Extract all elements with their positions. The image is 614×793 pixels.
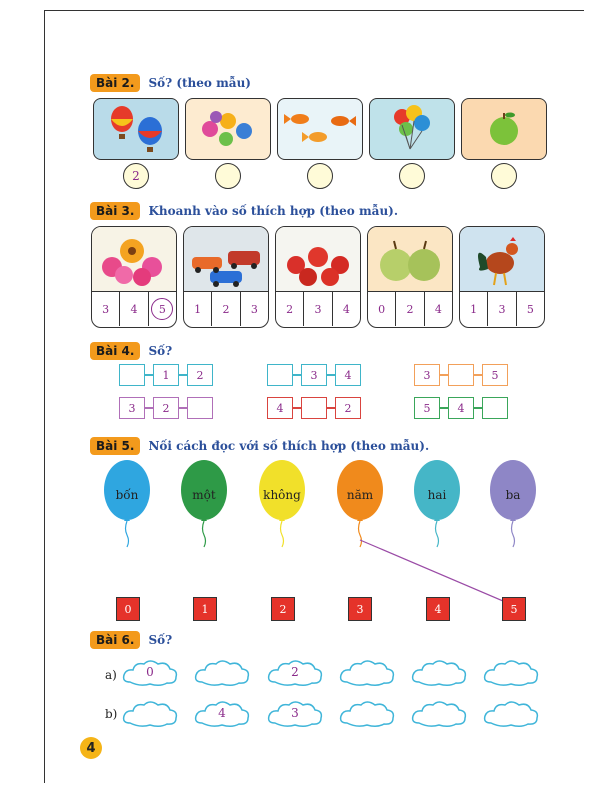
balloon-string	[436, 521, 439, 547]
cloud-icon	[481, 697, 541, 731]
balloon-string	[126, 521, 129, 547]
balloon-string	[203, 521, 206, 547]
number-square[interactable]: 2	[271, 597, 295, 621]
number-option[interactable]: 1	[460, 292, 488, 326]
cloud-box[interactable]	[192, 656, 252, 690]
balloon-label[interactable]: bốn	[115, 488, 139, 502]
cloud-icon	[192, 656, 252, 690]
number-square[interactable]: 5	[502, 597, 526, 621]
balloon-string	[512, 521, 515, 547]
cloud-box[interactable]	[337, 656, 397, 690]
row-a-label: a)	[105, 668, 117, 682]
connection-line	[360, 540, 510, 604]
cloud-box[interactable]	[120, 656, 180, 690]
cloud-value: 4	[218, 706, 226, 720]
cloud-box[interactable]	[409, 656, 469, 690]
cloud-box[interactable]	[481, 656, 541, 690]
number-option[interactable]: 3	[304, 292, 332, 326]
cloud-value: 3	[291, 706, 299, 720]
balloon-label[interactable]: không	[263, 488, 301, 502]
chain-box[interactable]: 3	[414, 364, 440, 386]
exercise-2-tag: Bài 2.	[90, 74, 140, 92]
balloon-label[interactable]: ba	[505, 488, 521, 502]
balloon-string	[281, 521, 284, 547]
circled-answer: 5	[151, 298, 173, 320]
balloon-label[interactable]: năm	[346, 488, 374, 502]
number-option[interactable]: 4	[120, 292, 148, 326]
cloud-box[interactable]	[192, 697, 252, 731]
number-square[interactable]: 1	[193, 597, 217, 621]
exercise-5-tag: Bài 5.	[90, 437, 140, 455]
chain-box[interactable]: 2	[335, 397, 361, 419]
exercise-4-instruction: Số?	[148, 344, 173, 358]
number-option[interactable]: 2	[396, 292, 424, 326]
cloud-box[interactable]	[409, 697, 469, 731]
exercise-3-instruction: Khoanh vào số thích hợp (theo mẫu).	[148, 204, 399, 218]
number-option[interactable]: 5	[526, 302, 534, 316]
cloud-box[interactable]	[481, 697, 541, 731]
chain-box[interactable]: 5	[414, 397, 440, 419]
chain-box[interactable]: 1	[153, 364, 179, 386]
cloud-box[interactable]	[265, 656, 325, 690]
cloud-value: 2	[291, 665, 299, 679]
chain-box[interactable]: 2	[153, 397, 179, 419]
chain-box[interactable]: 3	[119, 397, 145, 419]
number-option[interactable]: 2	[212, 292, 240, 326]
exercise-4-tag: Bài 4.	[90, 342, 140, 360]
cloud-box[interactable]	[337, 697, 397, 731]
number-option[interactable]: 3	[488, 292, 516, 326]
cloud-icon	[337, 656, 397, 690]
exercise-5-instruction: Nối cách đọc với số thích hợp (theo mẫu).	[148, 439, 430, 453]
number-option[interactable]: 1	[184, 292, 212, 326]
exercise-2-instruction: Số? (theo mẫu)	[148, 76, 251, 90]
number-option[interactable]: 3	[92, 292, 120, 326]
row-b-label: b)	[105, 707, 118, 721]
chain-box[interactable]: 3	[301, 364, 327, 386]
exercise-6-instruction: Số?	[148, 633, 173, 647]
cloud-box[interactable]	[265, 697, 325, 731]
balloon-label[interactable]: hai	[427, 488, 447, 502]
cloud-icon	[409, 656, 469, 690]
chain-box[interactable]: 4	[267, 397, 293, 419]
chain-box[interactable]: 2	[187, 364, 213, 386]
number-option[interactable]: 4	[434, 302, 442, 316]
number-option[interactable]: 2	[276, 292, 304, 326]
number-option[interactable]: 3	[250, 302, 258, 316]
cloud-icon	[120, 697, 180, 731]
number-square[interactable]: 4	[426, 597, 450, 621]
cloud-icon	[409, 697, 469, 731]
chain-box[interactable]: 5	[482, 364, 508, 386]
page-number: 4	[80, 737, 102, 759]
exercise-3-tag: Bài 3.	[90, 202, 140, 220]
number-square[interactable]: 3	[348, 597, 372, 621]
cloud-icon	[481, 656, 541, 690]
number-option[interactable]: 0	[368, 292, 396, 326]
cloud-box[interactable]	[120, 697, 180, 731]
cloud-icon	[337, 697, 397, 731]
cloud-value: 0	[146, 665, 154, 679]
chain-box[interactable]: 4	[335, 364, 361, 386]
chain-box[interactable]: 4	[448, 397, 474, 419]
number-square[interactable]: 0	[116, 597, 140, 621]
balloon-label[interactable]: một	[192, 488, 216, 502]
number-option[interactable]: 4	[342, 302, 350, 316]
exercise-6-header	[90, 631, 172, 649]
answer-circle[interactable]: 2	[123, 163, 149, 189]
exercise-6-tag: Bài 6.	[90, 631, 140, 649]
balloon-string	[359, 521, 362, 547]
